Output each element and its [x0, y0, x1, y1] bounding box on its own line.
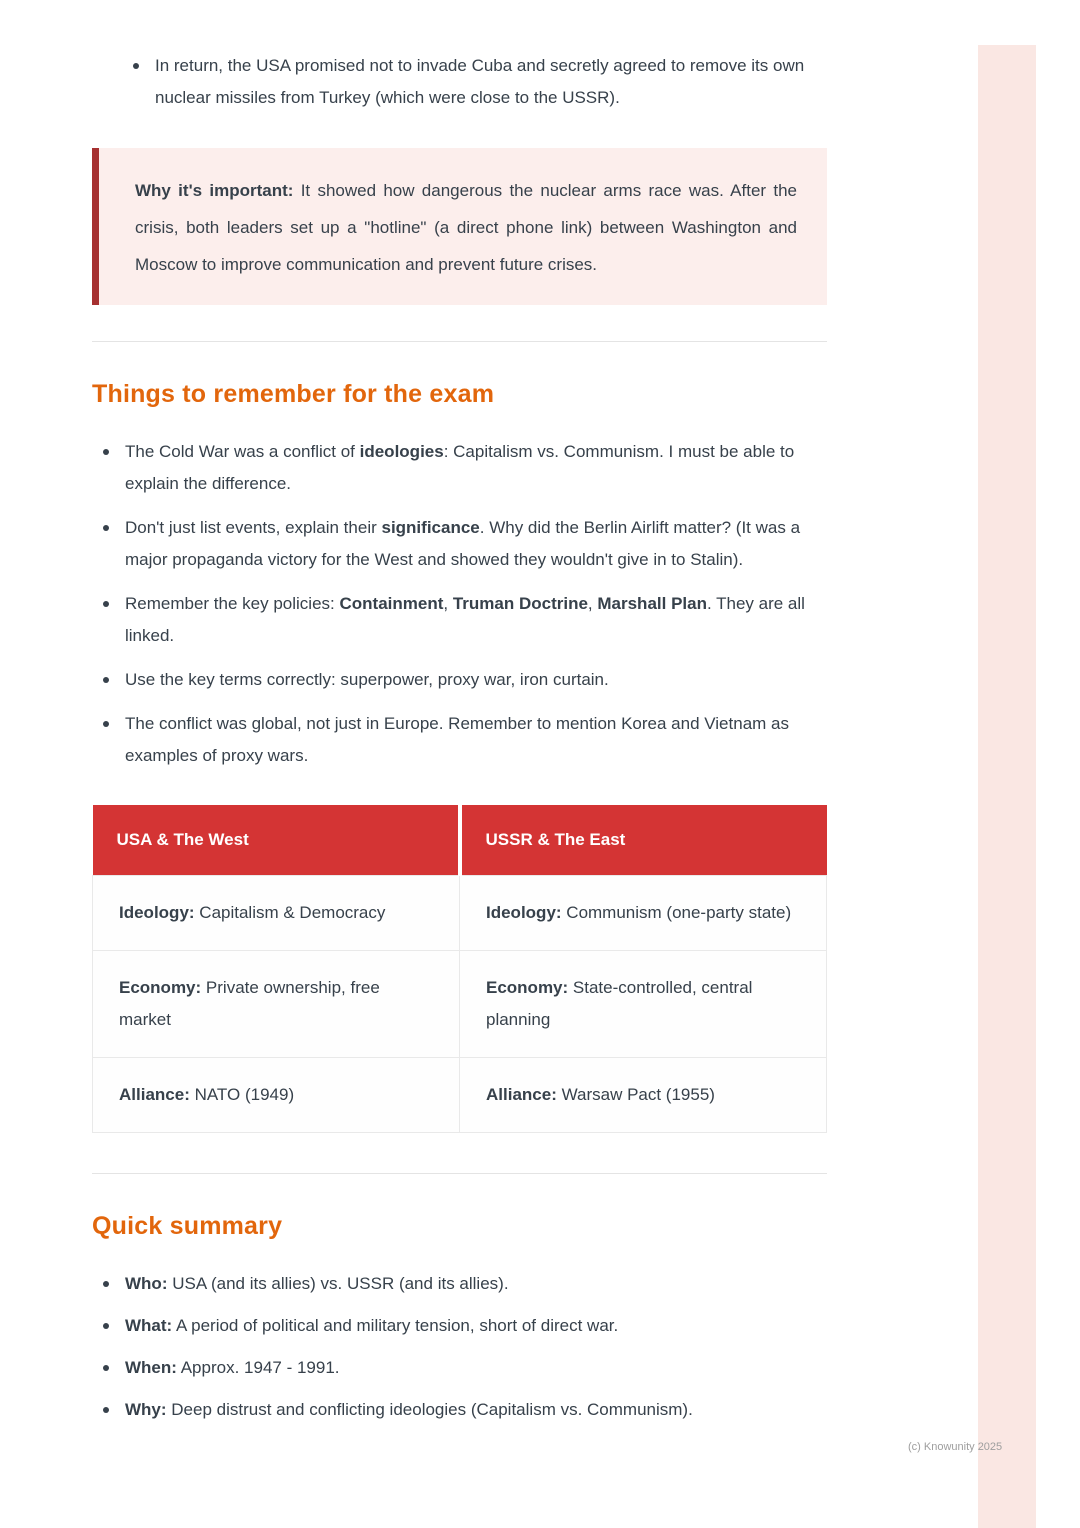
list-item: Use the key terms correctly: superpower, proxy war, iron curtain. — [92, 664, 827, 696]
list-item: Remember the key policies: Containment, Truman Doctrine, Marshall Plan. They are all linked. — [92, 588, 827, 652]
copyright-footer: (c) Knowunity 2025 — [908, 1441, 1003, 1453]
table-header-ussr: USSR & The East — [460, 805, 827, 876]
section-divider — [92, 1173, 827, 1174]
list-item: Who: USA (and its allies) vs. USSR (and its allies). — [92, 1268, 827, 1300]
table-header-usa: USA & The West — [93, 805, 460, 876]
section-title-summary: Quick summary — [92, 1212, 283, 1240]
table-row — [93, 1058, 827, 1133]
summary-bullet-list — [92, 1268, 827, 1426]
table-cell: Ideology: Capitalism & Democracy — [93, 876, 460, 951]
table-cell: Alliance: Warsaw Pact (1955) — [460, 1058, 827, 1133]
decorative-side-strip — [978, 45, 1036, 1528]
table-row — [93, 876, 827, 951]
table-cell: Alliance: NATO (1949) — [93, 1058, 460, 1133]
page-content — [92, 0, 827, 1436]
table-cell: Economy: Private ownership, free market — [93, 951, 460, 1058]
section-divider — [92, 341, 827, 342]
callout-text: Why it's important: It showed how dangerous the nuclear arms race was. After the crisis, both leaders set up a "hotline" (a direct phone link) between Washington and Moscow to improve communication and prevent future crises. — [135, 181, 797, 274]
list-item: When: Approx. 1947 - 1991. — [92, 1352, 827, 1384]
list-item: The Cold War was a conflict of ideologies: Capitalism vs. Communism. I must be able to explain the difference. — [92, 436, 827, 500]
section-title-exam: Things to remember for the exam — [92, 380, 495, 408]
table-header-row — [93, 805, 827, 876]
table-row — [93, 951, 827, 1058]
importance-callout — [92, 148, 827, 305]
list-item: What: A period of political and military tension, short of direct war. — [92, 1310, 827, 1342]
table-cell: Ideology: Communism (one-party state) — [460, 876, 827, 951]
list-item: Don't just list events, explain their significance. Why did the Berlin Airlift matter? (It was a major propaganda victory for the West and showed they wouldn't give in to Stalin). — [92, 512, 827, 576]
table-cell: Economy: State-controlled, central planning — [460, 951, 827, 1058]
list-item: In return, the USA promised not to invade Cuba and secretly agreed to remove its own nuclear missiles from Turkey (which were close to the USSR). — [122, 50, 827, 114]
exam-bullet-list — [92, 436, 827, 772]
intro-bullet-list — [122, 50, 827, 114]
list-item: The conflict was global, not just in Europe. Remember to mention Korea and Vietnam as examples of proxy wars. — [92, 708, 827, 772]
comparison-table — [92, 805, 827, 1133]
list-item: Why: Deep distrust and conflicting ideologies (Capitalism vs. Communism). — [92, 1394, 827, 1426]
